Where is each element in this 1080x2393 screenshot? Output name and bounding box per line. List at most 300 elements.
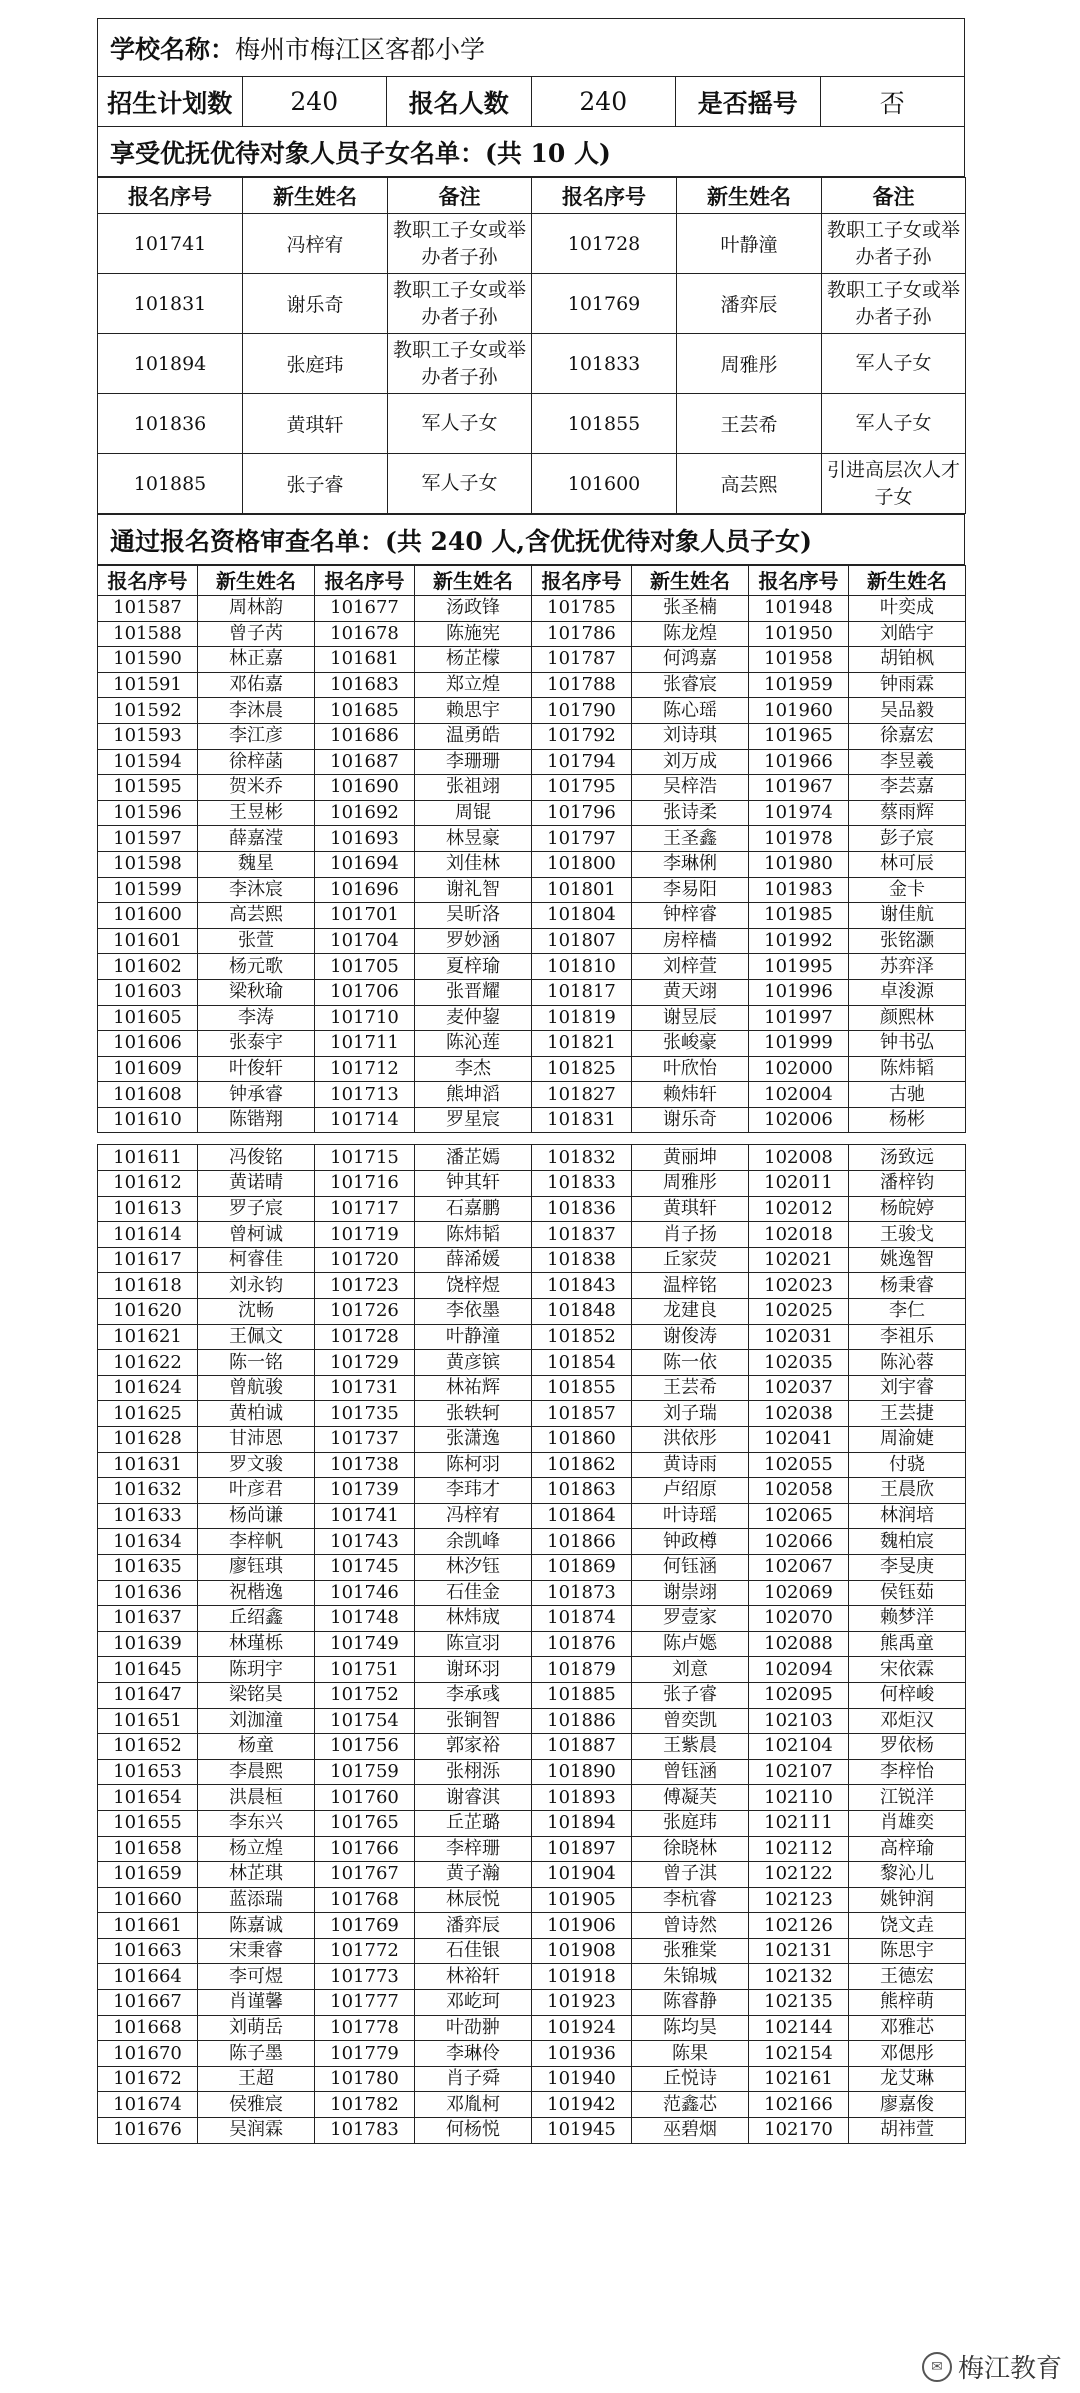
table-cell: 101843 <box>532 1273 632 1299</box>
priority-cell: 教职工子女或举办者子孙 <box>822 214 966 274</box>
table-cell: 101713 <box>315 1082 415 1108</box>
table-row <box>98 1887 966 1913</box>
table-cell: 张铭灏 <box>849 928 966 954</box>
table-cell: 101621 <box>98 1324 198 1350</box>
table-cell: 102025 <box>749 1299 849 1325</box>
table-cell: 102008 <box>749 1145 849 1171</box>
table-cell: 张栩泺 <box>415 1759 532 1785</box>
priority-header-cell: 报名序号 <box>532 178 677 214</box>
table-row <box>98 1836 966 1862</box>
table-cell: 黄诗雨 <box>632 1452 749 1478</box>
table-cell: 李梓怡 <box>849 1759 966 1785</box>
table-cell: 林瑾栎 <box>198 1631 315 1657</box>
table-cell: 傅凝芙 <box>632 1785 749 1811</box>
table-cell: 101996 <box>749 979 849 1005</box>
table-cell: 101600 <box>98 903 198 929</box>
table-cell: 余凯峰 <box>415 1529 532 1555</box>
table-cell: 陈卢嫕 <box>632 1631 749 1657</box>
table-row <box>98 1427 966 1453</box>
table-cell: 林润培 <box>849 1503 966 1529</box>
table-row <box>98 1862 966 1888</box>
table-cell: 曾奕凯 <box>632 1708 749 1734</box>
table-cell: 101677 <box>315 596 415 622</box>
table-cell: 冯梓宥 <box>415 1503 532 1529</box>
table-row <box>98 2092 966 2118</box>
table-cell: 陈心瑶 <box>632 698 749 724</box>
table-cell: 101609 <box>98 1056 198 1082</box>
table-cell: 陈炜韬 <box>849 1056 966 1082</box>
table-cell: 高梓瑜 <box>849 1836 966 1862</box>
passed-header-cell: 报名序号 <box>749 566 849 596</box>
table-cell: 姚钟润 <box>849 1887 966 1913</box>
table-cell: 101752 <box>315 1682 415 1708</box>
table-row <box>98 1107 966 1133</box>
table-cell: 李江彦 <box>198 723 315 749</box>
table-cell: 101591 <box>98 672 198 698</box>
priority-cell: 张庭玮 <box>243 334 388 394</box>
table-cell: 101637 <box>98 1606 198 1632</box>
table-cell: 陈思宇 <box>849 1938 966 1964</box>
table-cell: 洪晨桓 <box>198 1785 315 1811</box>
table-cell: 李涛 <box>198 1005 315 1031</box>
table-cell: 林汐钰 <box>415 1554 532 1580</box>
table-cell: 宋依霖 <box>849 1657 966 1683</box>
table-cell: 101731 <box>315 1375 415 1401</box>
table-cell: 李仁 <box>849 1299 966 1325</box>
school-label: 学校名称： <box>110 34 236 64</box>
table-cell: 温梓铭 <box>632 1273 749 1299</box>
table-cell: 蔡雨辉 <box>849 800 966 826</box>
table-cell: 林可辰 <box>849 851 966 877</box>
priority-header-cell: 新生姓名 <box>677 178 822 214</box>
table-cell: 102110 <box>749 1785 849 1811</box>
table-cell: 王晨欣 <box>849 1478 966 1504</box>
table-cell: 101863 <box>532 1478 632 1504</box>
table-cell: 赖思宇 <box>415 698 532 724</box>
table-cell: 101792 <box>532 723 632 749</box>
table-cell: 李琳俐 <box>632 851 749 877</box>
table-cell: 102112 <box>749 1836 849 1862</box>
table-cell: 胡铂枫 <box>849 647 966 673</box>
table-cell: 101696 <box>315 877 415 903</box>
table-cell: 101681 <box>315 647 415 673</box>
table-cell: 李承彧 <box>415 1682 532 1708</box>
table-cell: 李芸嘉 <box>849 775 966 801</box>
table-cell: 刘萌岳 <box>198 2015 315 2041</box>
table-cell: 夏梓瑜 <box>415 954 532 980</box>
table-cell: 黄琪轩 <box>632 1196 749 1222</box>
passed-table <box>97 565 966 2144</box>
priority-cell: 黄琪轩 <box>243 394 388 454</box>
table-cell: 钟其轩 <box>415 1171 532 1197</box>
table-cell: 101780 <box>315 2066 415 2092</box>
table-cell: 101685 <box>315 698 415 724</box>
table-cell: 何梓峻 <box>849 1682 966 1708</box>
table-cell: 101636 <box>98 1580 198 1606</box>
table-cell: 101737 <box>315 1427 415 1453</box>
table-cell: 饶文垚 <box>849 1913 966 1939</box>
table-cell: 101890 <box>532 1759 632 1785</box>
table-cell: 周锟 <box>415 800 532 826</box>
table-cell: 钟承睿 <box>198 1082 315 1108</box>
table-cell: 颜熙林 <box>849 1005 966 1031</box>
table-cell: 101705 <box>315 954 415 980</box>
priority-cell: 张子睿 <box>243 454 388 514</box>
table-row <box>98 2015 966 2041</box>
table-cell: 101894 <box>532 1810 632 1836</box>
table-cell: 101801 <box>532 877 632 903</box>
table-cell: 101958 <box>749 647 849 673</box>
table-cell: 肖子舜 <box>415 2066 532 2092</box>
table-cell: 101821 <box>532 1031 632 1057</box>
table-cell: 102065 <box>749 1503 849 1529</box>
table-cell: 张圣楠 <box>632 596 749 622</box>
table-row <box>98 2041 966 2067</box>
table-row <box>98 1913 966 1939</box>
table-cell: 林辰悦 <box>415 1887 532 1913</box>
table-cell: 丘芷璐 <box>415 1810 532 1836</box>
table-cell: 101741 <box>315 1503 415 1529</box>
priority-cell: 101894 <box>98 334 243 394</box>
table-row <box>98 1759 966 1785</box>
table-cell: 101595 <box>98 775 198 801</box>
table-cell: 钟政樽 <box>632 1529 749 1555</box>
table-cell: 101632 <box>98 1478 198 1504</box>
table-cell: 王紫晨 <box>632 1734 749 1760</box>
table-cell: 101794 <box>532 749 632 775</box>
table-cell: 侯雅宸 <box>198 2092 315 2118</box>
table-cell: 钟雨霖 <box>849 672 966 698</box>
enrollment-document <box>97 18 965 2144</box>
table-cell: 温勇皓 <box>415 723 532 749</box>
priority-cell: 教职工子女或举办者子孙 <box>388 334 532 394</box>
table-cell: 101893 <box>532 1785 632 1811</box>
table-row <box>98 877 966 903</box>
table-cell: 赖炜轩 <box>632 1082 749 1108</box>
passed-title-table <box>97 514 965 565</box>
table-cell: 李晨熙 <box>198 1759 315 1785</box>
table-cell: 吴品毅 <box>849 698 966 724</box>
table-cell: 陈均昊 <box>632 2015 749 2041</box>
table-cell: 刘永钧 <box>198 1273 315 1299</box>
table-cell: 102031 <box>749 1324 849 1350</box>
table-cell: 邓偲彤 <box>849 2041 966 2067</box>
table-cell: 101670 <box>98 2041 198 2067</box>
table-cell: 谢环羽 <box>415 1657 532 1683</box>
table-cell: 刘子瑞 <box>632 1401 749 1427</box>
table-cell: 101614 <box>98 1222 198 1248</box>
table-cell: 102004 <box>749 1082 849 1108</box>
table-cell: 102166 <box>749 2092 849 2118</box>
table-cell: 101659 <box>98 1862 198 1888</box>
table-cell: 龙艾琳 <box>849 2066 966 2092</box>
table-cell: 石佳银 <box>415 1938 532 1964</box>
table-cell: 王圣鑫 <box>632 826 749 852</box>
table-cell: 谢俊涛 <box>632 1324 749 1350</box>
table-cell: 101690 <box>315 775 415 801</box>
table-cell: 王德宏 <box>849 1964 966 1990</box>
table-cell: 甘沛恩 <box>198 1427 315 1453</box>
table-cell: 101663 <box>98 1938 198 1964</box>
table-cell: 张祖翊 <box>415 775 532 801</box>
table-cell: 黄天翊 <box>632 979 749 1005</box>
table-cell: 101611 <box>98 1145 198 1171</box>
table-row <box>98 1082 966 1108</box>
lottery-label: 是否摇号 <box>676 77 821 127</box>
table-row <box>98 1964 966 1990</box>
table-cell: 曾航骏 <box>198 1375 315 1401</box>
table-row <box>98 698 966 724</box>
table-cell: 101831 <box>532 1107 632 1133</box>
plan-value: 240 <box>242 77 387 127</box>
table-cell: 101923 <box>532 1990 632 2016</box>
table-cell: 102094 <box>749 1657 849 1683</box>
table-cell: 101978 <box>749 826 849 852</box>
table-cell: 101745 <box>315 1554 415 1580</box>
passed-header-cell: 报名序号 <box>532 566 632 596</box>
table-row <box>98 1810 966 1836</box>
priority-cell: 潘弈辰 <box>677 274 822 334</box>
table-cell: 王芸希 <box>632 1375 749 1401</box>
table-row <box>98 1657 966 1683</box>
table-cell: 101959 <box>749 672 849 698</box>
table-cell: 101787 <box>532 647 632 673</box>
table-cell: 101658 <box>98 1836 198 1862</box>
table-row <box>98 1350 966 1376</box>
table-row <box>98 826 966 852</box>
table-cell: 卓浚源 <box>849 979 966 1005</box>
table-cell: 周渝婕 <box>849 1427 966 1453</box>
table-cell: 102132 <box>749 1964 849 1990</box>
table-cell: 汤政锋 <box>415 596 532 622</box>
priority-row <box>98 334 966 394</box>
table-cell: 麦仲鋆 <box>415 1005 532 1031</box>
table-cell: 101887 <box>532 1734 632 1760</box>
table-cell: 101728 <box>315 1324 415 1350</box>
table-cell: 石佳金 <box>415 1580 532 1606</box>
table-cell: 101612 <box>98 1171 198 1197</box>
table-cell: 张庭玮 <box>632 1810 749 1836</box>
table-cell: 101717 <box>315 1196 415 1222</box>
passed-header-cell: 报名序号 <box>98 566 198 596</box>
table-cell: 101778 <box>315 2015 415 2041</box>
priority-header-cell: 备注 <box>388 178 532 214</box>
table-cell: 黄柏诚 <box>198 1401 315 1427</box>
table-cell: 101653 <box>98 1759 198 1785</box>
table-cell: 林正嘉 <box>198 647 315 673</box>
table-cell: 古驰 <box>849 1082 966 1108</box>
table-cell: 101655 <box>98 1810 198 1836</box>
table-cell: 101807 <box>532 928 632 954</box>
table-cell: 101876 <box>532 1631 632 1657</box>
table-cell: 张晋耀 <box>415 979 532 1005</box>
table-cell: 王骏戈 <box>849 1222 966 1248</box>
table-cell: 101767 <box>315 1862 415 1888</box>
watermark <box>922 2348 1062 2385</box>
table-row <box>98 1734 966 1760</box>
table-cell: 李珊珊 <box>415 749 532 775</box>
table-cell: 李沐晨 <box>198 698 315 724</box>
table-cell: 李沐宸 <box>198 877 315 903</box>
table-cell: 101983 <box>749 877 849 903</box>
wechat-logo-icon: ✉ <box>922 2352 952 2382</box>
table-cell: 丘悦诗 <box>632 2066 749 2092</box>
table-cell: 徐嘉宏 <box>849 723 966 749</box>
table-cell: 宋秉睿 <box>198 1938 315 1964</box>
table-cell: 陈果 <box>632 2041 749 2067</box>
priority-cell: 军人子女 <box>822 394 966 454</box>
table-cell: 杨彬 <box>849 1107 966 1133</box>
table-cell: 蓝添瑞 <box>198 1887 315 1913</box>
priority-cell: 教职工子女或举办者子孙 <box>388 214 532 274</box>
table-cell: 叶静潼 <box>415 1324 532 1350</box>
table-cell: 101905 <box>532 1887 632 1913</box>
table-cell: 罗妙涵 <box>415 928 532 954</box>
table-cell: 林裕轩 <box>415 1964 532 1990</box>
priority-cell: 教职工子女或举办者子孙 <box>822 274 966 334</box>
table-cell: 钟梓睿 <box>632 903 749 929</box>
table-cell: 饶梓煜 <box>415 1273 532 1299</box>
table-cell: 101676 <box>98 2118 198 2144</box>
table-cell: 彭子宸 <box>849 826 966 852</box>
table-cell: 101785 <box>532 596 632 622</box>
priority-cell: 101741 <box>98 214 243 274</box>
table-cell: 101605 <box>98 1005 198 1031</box>
table-cell: 刘诗琪 <box>632 723 749 749</box>
block-gap <box>98 1133 966 1145</box>
table-cell: 汤致远 <box>849 1145 966 1171</box>
priority-cell: 叶静潼 <box>677 214 822 274</box>
table-cell: 丘家荧 <box>632 1247 749 1273</box>
lottery-value: 否 <box>820 77 965 127</box>
table-cell: 李梓帆 <box>198 1529 315 1555</box>
table-cell: 101786 <box>532 621 632 647</box>
table-cell: 范鑫芯 <box>632 2092 749 2118</box>
table-cell: 101620 <box>98 1299 198 1325</box>
table-row <box>98 1171 966 1197</box>
table-cell: 102012 <box>749 1196 849 1222</box>
table-cell: 曾诗然 <box>632 1913 749 1939</box>
table-cell: 肖雄奕 <box>849 1810 966 1836</box>
applicants-label: 报名人数 <box>387 77 532 127</box>
table-cell: 102104 <box>749 1734 849 1760</box>
table-cell: 徐晓林 <box>632 1836 749 1862</box>
table-cell: 101765 <box>315 1810 415 1836</box>
table-row <box>98 2066 966 2092</box>
table-cell: 102144 <box>749 2015 849 2041</box>
table-cell: 魏柏宸 <box>849 1529 966 1555</box>
table-cell: 102103 <box>749 1708 849 1734</box>
table-cell: 陈龙煌 <box>632 621 749 647</box>
table-cell: 102107 <box>749 1759 849 1785</box>
table-cell: 101873 <box>532 1580 632 1606</box>
table-cell: 张泰宇 <box>198 1031 315 1057</box>
table-cell: 吴昕洛 <box>415 903 532 929</box>
passed-title: 通过报名资格审查名单：(共 240 人,含优抚优待对象人员子女) <box>98 515 965 565</box>
table-cell: 钟书弘 <box>849 1031 966 1057</box>
table-cell: 102067 <box>749 1554 849 1580</box>
table-cell: 赖梦洋 <box>849 1606 966 1632</box>
priority-header-row <box>98 178 966 214</box>
table-cell: 101862 <box>532 1452 632 1478</box>
table-cell: 101837 <box>532 1222 632 1248</box>
table-row <box>98 1196 966 1222</box>
table-cell: 102000 <box>749 1056 849 1082</box>
table-cell: 101848 <box>532 1299 632 1325</box>
table-cell: 101836 <box>532 1196 632 1222</box>
table-cell: 张雅棠 <box>632 1938 749 1964</box>
table-cell: 林祐辉 <box>415 1375 532 1401</box>
table-cell: 丘绍鑫 <box>198 1606 315 1632</box>
table-cell: 谢崇翊 <box>632 1580 749 1606</box>
table-cell: 101672 <box>98 2066 198 2092</box>
table-cell: 101590 <box>98 647 198 673</box>
table-cell: 叶奕成 <box>849 596 966 622</box>
table-cell: 101857 <box>532 1401 632 1427</box>
priority-cell: 101600 <box>532 454 677 514</box>
priority-cell: 101769 <box>532 274 677 334</box>
table-cell: 101904 <box>532 1862 632 1888</box>
table-cell: 谢睿淇 <box>415 1785 532 1811</box>
table-cell: 101759 <box>315 1759 415 1785</box>
table-cell: 101819 <box>532 1005 632 1031</box>
table-cell: 101756 <box>315 1734 415 1760</box>
table-row <box>98 1273 966 1299</box>
table-cell: 李玮才 <box>415 1478 532 1504</box>
table-cell: 101735 <box>315 1401 415 1427</box>
table-cell: 102111 <box>749 1810 849 1836</box>
table-cell: 邓胤柯 <box>415 2092 532 2118</box>
table-cell: 李祖乐 <box>849 1324 966 1350</box>
table-cell: 101773 <box>315 1964 415 1990</box>
table-cell: 101706 <box>315 979 415 1005</box>
table-cell: 吴梓浩 <box>632 775 749 801</box>
table-cell: 曾柯诚 <box>198 1222 315 1248</box>
table-cell: 102088 <box>749 1631 849 1657</box>
table-cell: 谢佳航 <box>849 903 966 929</box>
table-cell: 祝楷逸 <box>198 1580 315 1606</box>
table-cell: 王超 <box>198 2066 315 2092</box>
table-cell: 陈子墨 <box>198 2041 315 2067</box>
table-cell: 101694 <box>315 851 415 877</box>
table-cell: 王佩文 <box>198 1324 315 1350</box>
table-cell: 101639 <box>98 1631 198 1657</box>
table-cell: 洪依彤 <box>632 1427 749 1453</box>
priority-cell: 101855 <box>532 394 677 454</box>
table-cell: 101908 <box>532 1938 632 1964</box>
table-cell: 杨童 <box>198 1734 315 1760</box>
table-cell: 罗依杨 <box>849 1734 966 1760</box>
table-cell: 101852 <box>532 1324 632 1350</box>
table-cell: 周林韵 <box>198 596 315 622</box>
table-cell: 101651 <box>98 1708 198 1734</box>
table-cell: 102066 <box>749 1529 849 1555</box>
table-cell: 102154 <box>749 2041 849 2067</box>
table-cell: 101603 <box>98 979 198 1005</box>
table-cell: 李依墨 <box>415 1299 532 1325</box>
table-cell: 101692 <box>315 800 415 826</box>
table-row <box>98 1222 966 1248</box>
table-cell: 101942 <box>532 2092 632 2118</box>
table-cell: 姚逸智 <box>849 1247 966 1273</box>
table-cell: 邓佑嘉 <box>198 672 315 698</box>
table-cell: 张锏智 <box>415 1708 532 1734</box>
passed-header-cell: 新生姓名 <box>198 566 315 596</box>
table-cell: 邓雅芯 <box>849 2015 966 2041</box>
table-cell: 杨皖婷 <box>849 1196 966 1222</box>
table-cell: 101760 <box>315 1785 415 1811</box>
table-cell: 101719 <box>315 1222 415 1248</box>
